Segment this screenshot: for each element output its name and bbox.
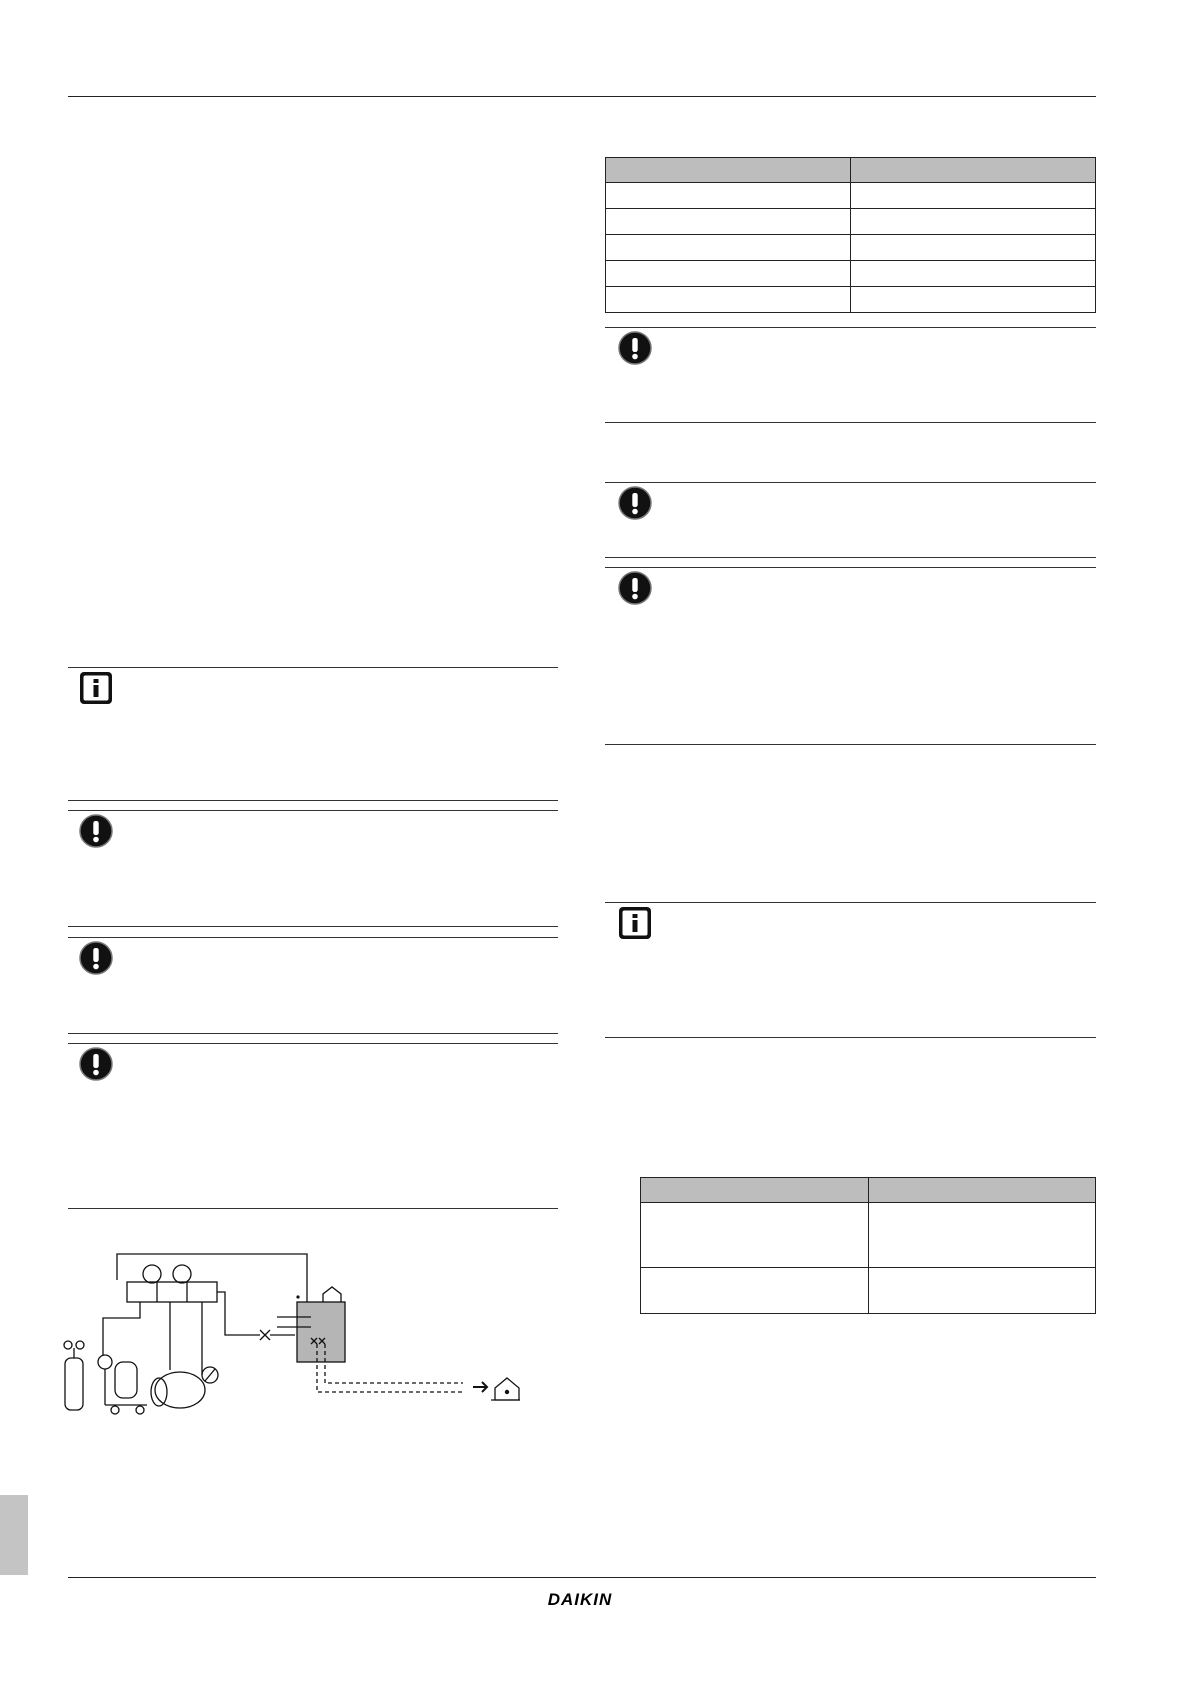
table-header-row (641, 1178, 1096, 1203)
daikin-logo (520, 1584, 640, 1614)
table-cell (851, 235, 1096, 261)
table-row (606, 235, 1096, 261)
exclamation-icon (617, 330, 653, 366)
table-cell (606, 261, 851, 287)
top-table (605, 157, 1096, 313)
info-icon (617, 905, 653, 941)
note-bottom-rule (68, 1033, 558, 1034)
table-cell (851, 261, 1096, 287)
table-header-cell (606, 158, 851, 183)
table-cell (851, 209, 1096, 235)
table-cell (606, 235, 851, 261)
note-bottom-rule (605, 557, 1096, 558)
note-top-rule (605, 902, 1096, 903)
bottom-table (640, 1177, 1096, 1314)
table-header-row (606, 158, 1096, 183)
note-bottom-rule (68, 926, 558, 927)
info-icon (78, 670, 114, 706)
note-top-rule (605, 567, 1096, 568)
table-row (641, 1203, 1096, 1268)
exclamation-icon (78, 813, 114, 849)
note-top-rule (605, 482, 1096, 483)
table-cell (641, 1203, 869, 1268)
table-row (606, 261, 1096, 287)
table-cell (869, 1268, 1096, 1314)
table-cell (851, 183, 1096, 209)
table-cell (869, 1203, 1096, 1268)
table-cell (606, 209, 851, 235)
note-top-rule (68, 937, 558, 938)
svg-text:DAIKIN: DAIKIN (547, 1590, 613, 1609)
note-bottom-rule (68, 800, 558, 801)
table-header-cell (851, 158, 1096, 183)
table-cell (606, 287, 851, 313)
note-top-rule (68, 810, 558, 811)
note-bottom-rule (68, 1208, 558, 1209)
table-row (606, 183, 1096, 209)
table-row (606, 209, 1096, 235)
table-row (606, 287, 1096, 313)
exclamation-icon (617, 570, 653, 606)
note-top-rule (68, 667, 558, 668)
note-top-rule (68, 1043, 558, 1044)
table-cell (606, 183, 851, 209)
note-bottom-rule (605, 744, 1096, 745)
table-cell (641, 1268, 869, 1314)
section-side-tab (0, 1495, 28, 1575)
footer-rule (68, 1577, 1096, 1578)
note-bottom-rule (605, 1037, 1096, 1038)
table-header-cell (869, 1178, 1096, 1203)
exclamation-icon (78, 940, 114, 976)
table-cell (851, 287, 1096, 313)
exclamation-icon (617, 485, 653, 521)
header-rule (68, 96, 1096, 97)
note-top-rule (605, 327, 1096, 328)
table-row (641, 1268, 1096, 1314)
table-header-cell (641, 1178, 869, 1203)
note-bottom-rule (605, 422, 1096, 423)
vacuum-pump-and-manifold-diagram (55, 1250, 520, 1415)
exclamation-icon (78, 1046, 114, 1082)
